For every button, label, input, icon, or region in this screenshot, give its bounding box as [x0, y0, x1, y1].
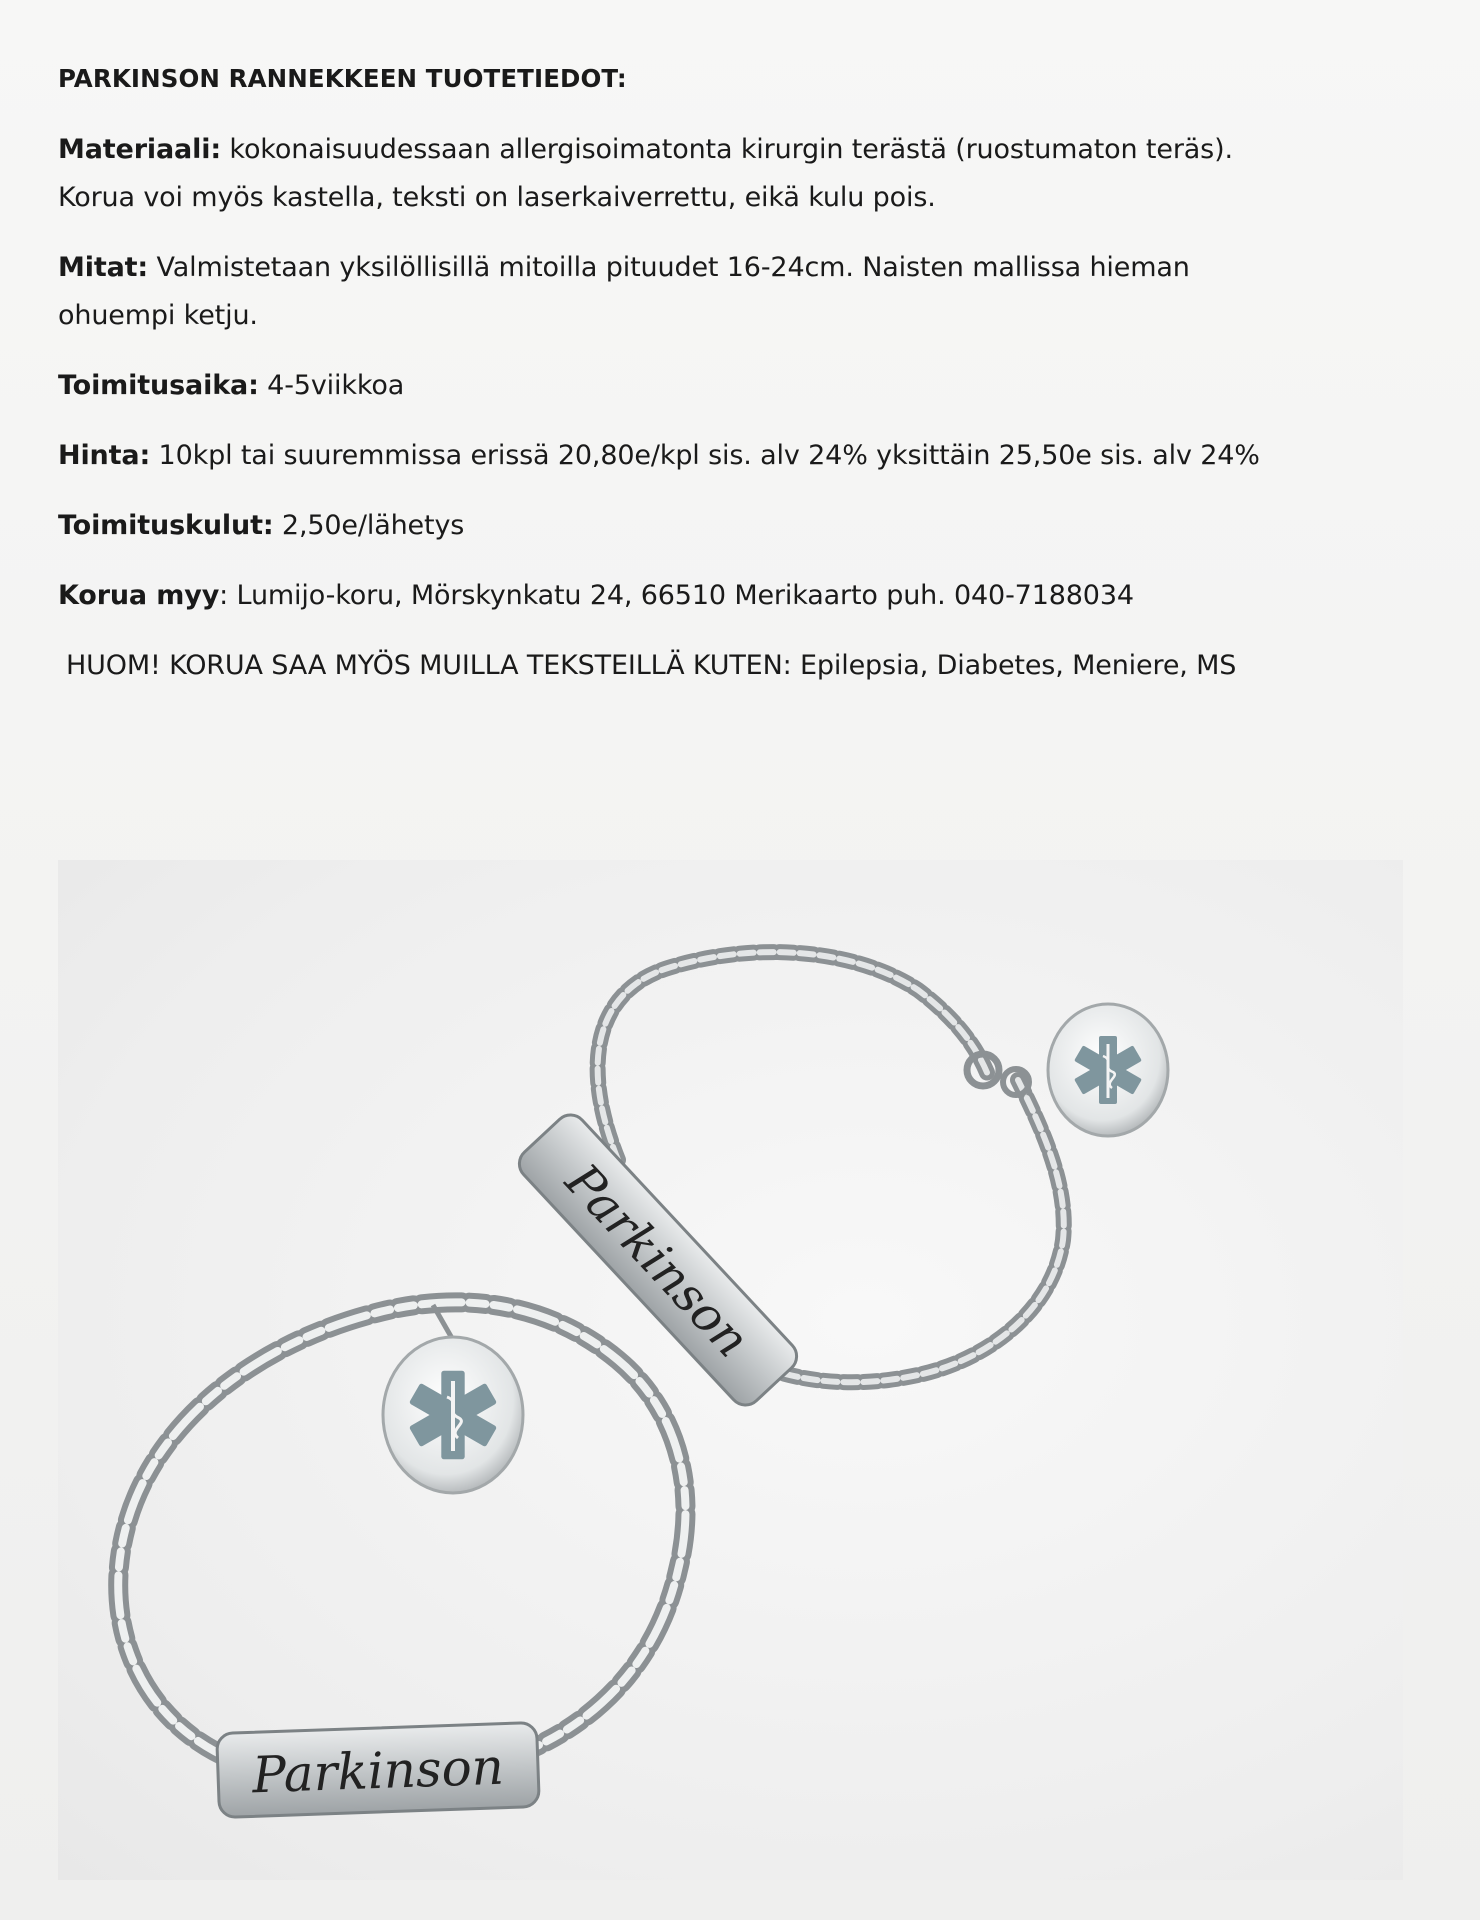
upper-plate-text: Parkinson: [554, 1153, 761, 1369]
shipping-section: [58, 502, 1438, 550]
dimensions-line1: Valmistetaan yksilöllisillä mitoilla pituudet 16-24cm. Naisten mallissa hieman: [148, 252, 1190, 283]
lower-plate: [217, 1722, 540, 1817]
dimensions-line2: ohuempi ketju.: [58, 300, 258, 331]
other-texts-note: HUOM! KORUA SAA MYÖS MUILLA TEKSTEILLÄ KUTEN: Epilepsia, Diabetes, Meniere, MS: [66, 650, 1237, 681]
product-info: [58, 62, 1438, 690]
price-label: Hinta:: [58, 440, 151, 471]
upper-medical-tag: [1048, 1004, 1168, 1136]
lower-bracelet: [118, 1302, 685, 1817]
delivery-time-section: [58, 362, 1438, 410]
bracelets-photo: [58, 860, 1403, 1880]
document-heading: PARKINSON RANNEKKEEN TUOTETIEDOT:: [58, 64, 627, 93]
shipping-value: 2,50e/lähetys: [273, 510, 465, 541]
lower-plate-text: Parkinson: [251, 1737, 505, 1805]
upper-plate: [513, 1108, 803, 1411]
delivery-time-label: Toimitusaika:: [58, 370, 259, 401]
dimensions-section: [58, 244, 1438, 340]
material-label: Materiaali:: [58, 134, 221, 165]
price-value: 10kpl tai suuremmissa erissä 20,80e/kpl sis. alv 24% yksittäin 25,50e sis. alv 24%: [150, 440, 1260, 471]
material-line1: kokonaisuudessaan allergisoimatonta kirurgin terästä (ruostumaton teräs).: [220, 134, 1233, 165]
dimensions-label: Mitat:: [58, 252, 149, 283]
price-section: [58, 432, 1438, 480]
seller-value: : Lumijo-koru, Mörskynkatu 24, 66510 Merikaarto puh. 040-7188034: [219, 580, 1134, 611]
upper-chain-right: [748, 1080, 1064, 1382]
material-section: [58, 126, 1438, 222]
seller-label: Korua myy: [58, 580, 220, 611]
lower-medical-tag: [383, 1337, 523, 1493]
material-line2: Korua voi myös kastella, teksti on laserkaiverrettu, eikä kulu pois.: [58, 182, 936, 213]
delivery-time-value: 4-5viikkoa: [258, 370, 405, 401]
seller-section: [58, 572, 1438, 620]
bracelets-illustration: [58, 860, 1403, 1880]
shipping-label: Toimituskulut:: [58, 510, 274, 541]
upper-chain: [598, 952, 988, 1160]
